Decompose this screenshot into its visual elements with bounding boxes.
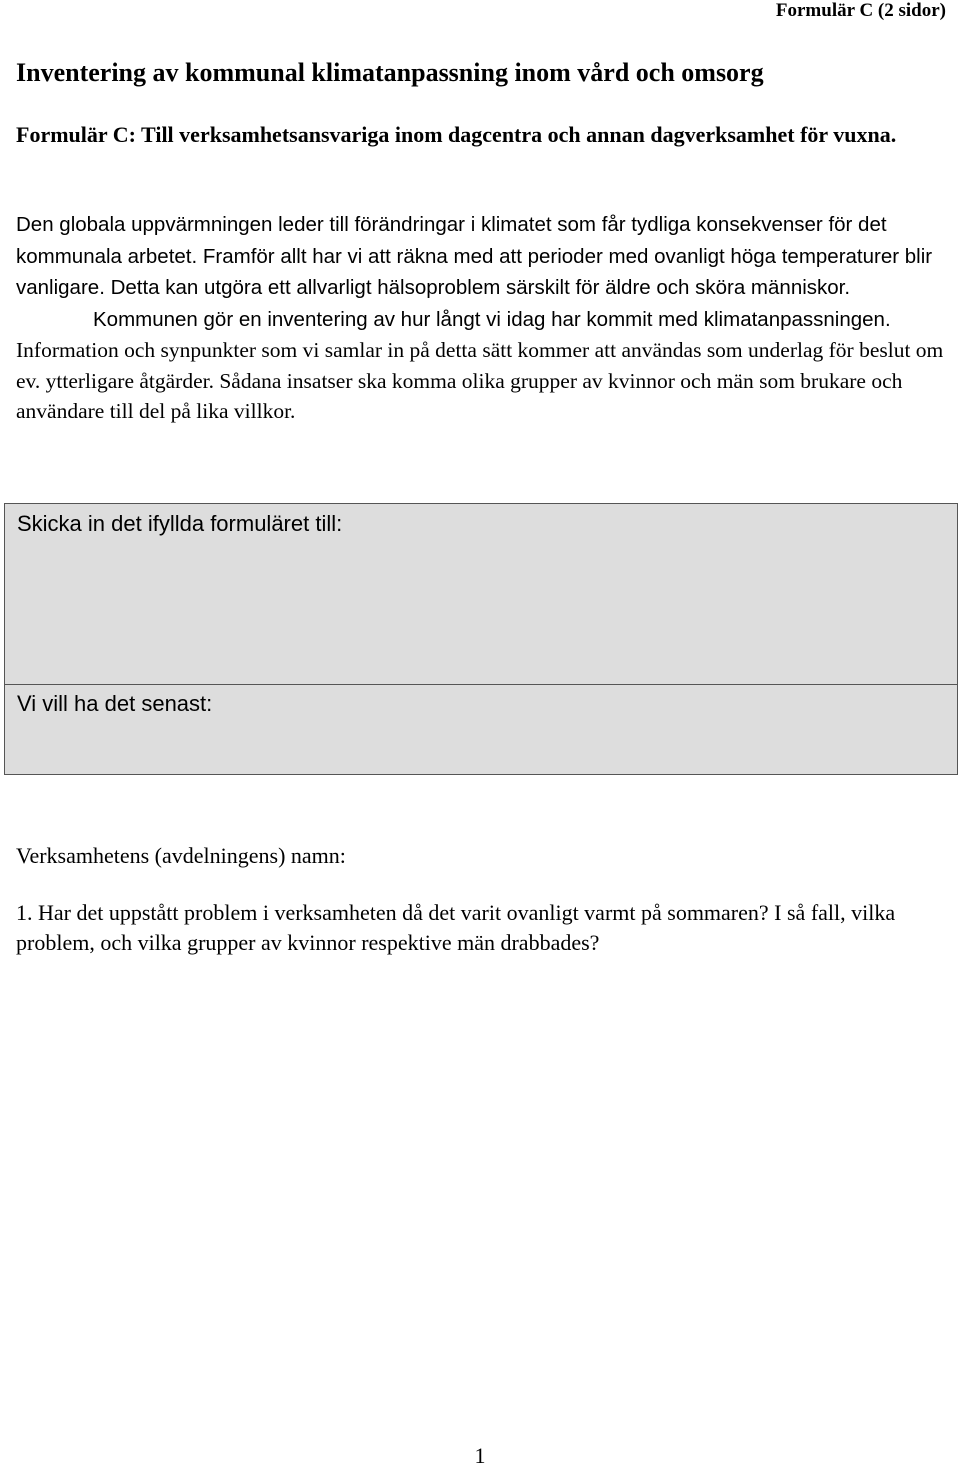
intro-p1-part2: Framför allt har vi att räkna med att perioder med ovanligt höga temperaturer blir vanligare. Detta kan utgöra ett allvarligt hälsoproblem särskilt för äldre och sköra människor. <box>16 244 933 299</box>
form-subtitle: Formulär C: Till verksamhetsansvariga inom dagcentra och annan dagverksamhet för vuxna. <box>16 122 897 147</box>
page-title: Inventering av kommunal klimatanpassning inom vård och omsorg <box>16 58 764 87</box>
question-1: 1. Har det uppstått problem i verksamheten då det varit ovanligt varmt på sommaren? I så fall, vilka problem, och vilka grupper av kvinnor respektive män drabbades? <box>16 900 896 955</box>
submission-box <box>4 503 958 775</box>
intro-paragraph-1 <box>16 209 946 304</box>
send-to-field[interactable] <box>5 504 957 685</box>
department-name-label: Verksamhetens (avdelningens) namn: <box>16 843 346 868</box>
intro-text <box>16 209 946 427</box>
deadline-label: Vi vill ha det senast: <box>17 691 213 716</box>
intro-p2-part1: Kommunen gör en inventering av hur långt vi idag har kommit med klimatanpassningen. <box>93 307 891 331</box>
deadline-field[interactable] <box>5 685 957 774</box>
page-number: 1 <box>474 1443 486 1468</box>
send-to-label: Skicka in det ifyllda formuläret till: <box>17 511 343 536</box>
intro-paragraph-2 <box>16 304 946 427</box>
intro-p1-part1: Den globala uppvärmningen leder till förändringar i klimatet som får tydliga konsekvenser för det kommunala arbetet. <box>16 213 887 268</box>
intro-p2-part2: Information och synpunkter som vi samlar in på detta sätt kommer att användas som underlag för beslut om ev. ytterligare åtgärder. Sådana insatser ska komma olika grupper av kvinnor och män som brukare och användare till del på lika villkor. <box>16 338 944 423</box>
form-label: Formulär C (2 sidor) <box>775 0 946 21</box>
